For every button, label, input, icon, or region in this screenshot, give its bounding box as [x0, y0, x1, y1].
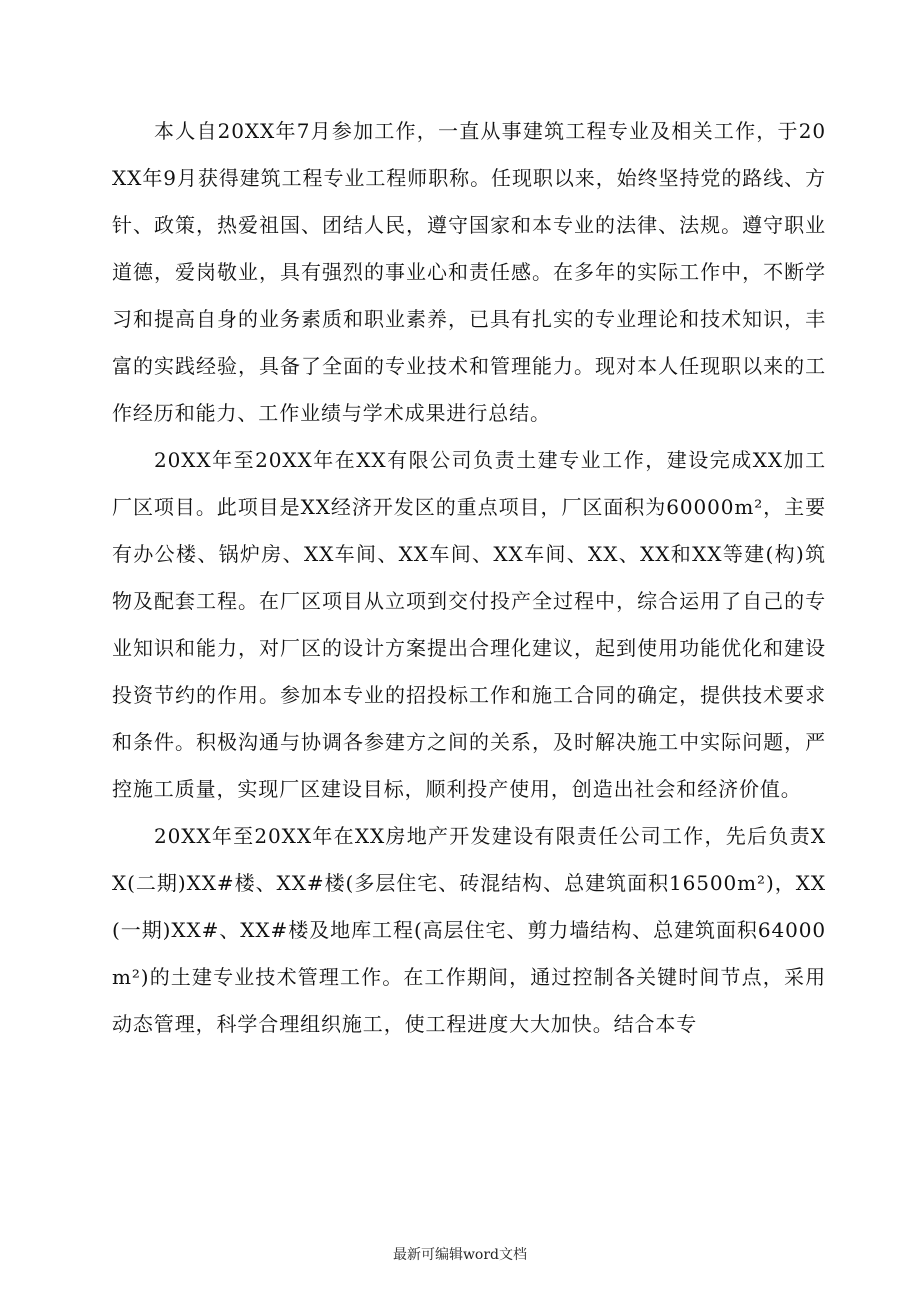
- document-body: [112, 108, 826, 1048]
- paragraph-real-estate: 20XX年至20XX年在XX房地产开发建设有限责任公司工作，先后负责XX(二期)XX#楼、XX#楼(多层住宅、砖混结构、总建筑面积16500m²)，XX(一期)XX#、XX#楼及地库工程(高层住宅、剪力墙结构、总建筑面积64000m²)的土建专业技术管理工作。在工作期间，通过控制各关键时间节点，采用动态管理，科学合理组织施工，使工程进度大大加快。结合本专: [112, 824, 826, 1036]
- page-footer: 最新可编辑word文档: [392, 1247, 528, 1263]
- paragraph-factory-project: 20XX年至20XX年在XX有限公司负责土建专业工作，建设完成XX加工厂区项目。此项目是XX经济开发区的重点项目，厂区面积为60000m²，主要有办公楼、锅炉房、XX车间、XX车间、XX车间、XX、XX和XX等建(构)筑物及配套工程。在厂区项目从立项到交付投产全过程中，综合运用了自己的专业知识和能力，对厂区的设计方案提出合理化建议，起到使用功能优化和建设投资节约的作用。参加本专业的招投标工作和施工合同的确定，提供技术要求和条件。积极沟通与协调各参建方之间的关系，及时解决施工中实际问题，严控施工质量，实现厂区建设目标，顺利投产使用，创造出社会和经济价值。: [112, 448, 826, 801]
- paragraph-intro: 本人自20XX年7月参加工作，一直从事建筑工程专业及相关工作，于20XX年9月获得建筑工程专业工程师职称。任现职以来，始终坚持党的路线、方针、政策，热爱祖国、团结人民，遵守国家和本专业的法律、法规。遵守职业道德，爱岗敬业，具有强烈的事业心和责任感。在多年的实际工作中，不断学习和提高自身的业务素质和职业素养，已具有扎实的专业理论和技术知识，丰富的实践经验，具备了全面的专业技术和管理能力。现对本人任现职以来的工作经历和能力、工作业绩与学术成果进行总结。: [112, 119, 826, 425]
